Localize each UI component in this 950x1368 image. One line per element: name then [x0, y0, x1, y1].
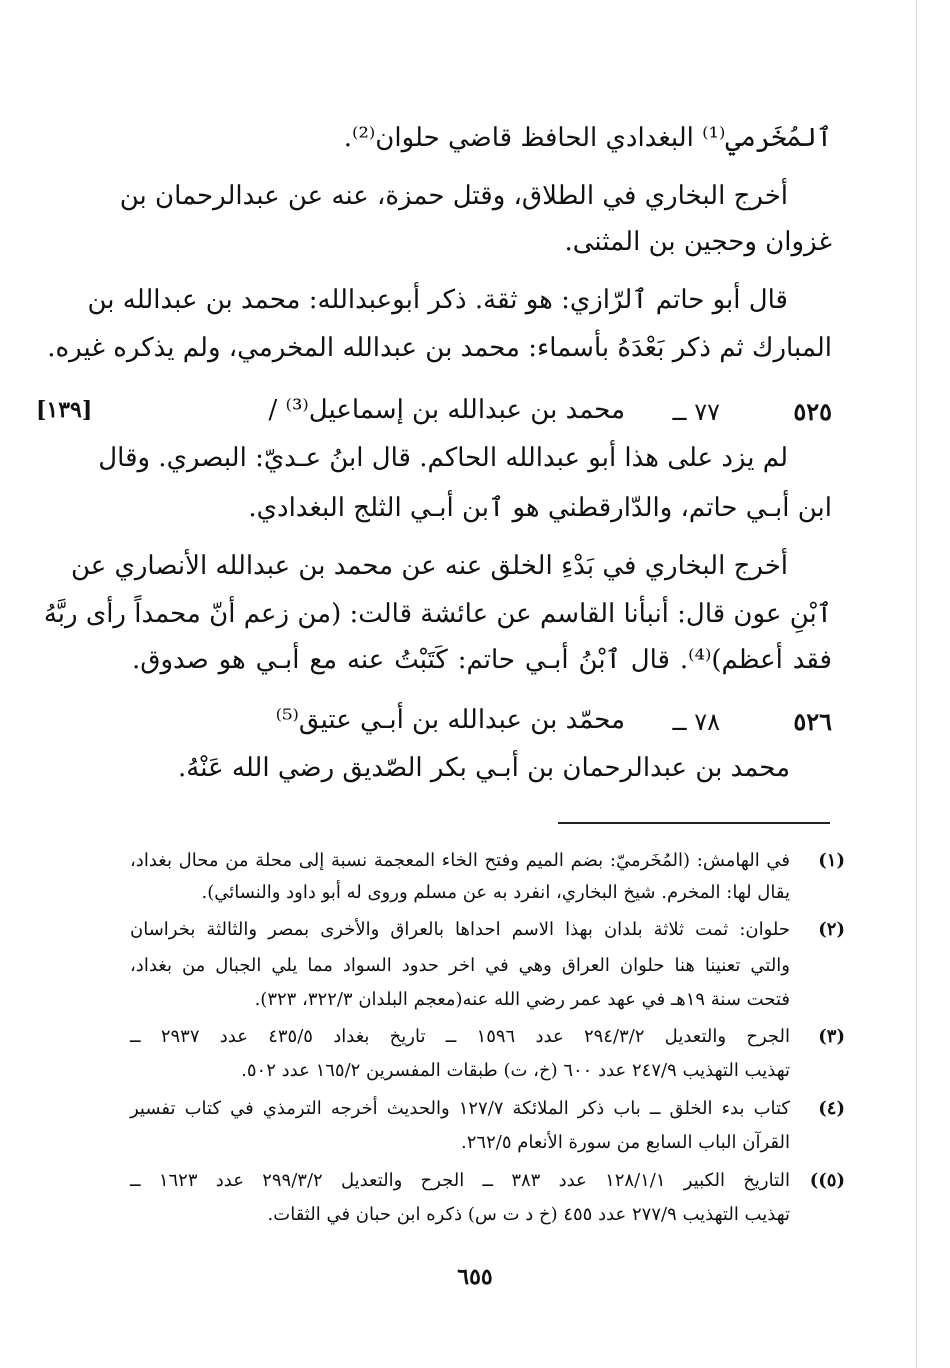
text-line: غزوان وحجين بن المثنى. [564, 227, 832, 257]
footnote-line: في الهامش: (المُخَرميّ: بضم الميم وفتح الخاء المعجمة نسبة إلى محلة من محال بغداد، [130, 850, 790, 871]
footnote-line: فتحت سنة ١٩هـ في عهد عمر رضي الله عنه(معجم البلدان ٣٢٢/٣، ٣٢٣). [254, 989, 790, 1010]
footnote-marker: (٣) [818, 1026, 845, 1047]
entry-sequence: ٧٨ ــ [672, 708, 720, 736]
footnote-line: تهذيب التهذيب ٢٤٧/٩ عدد ٦٠٠ (خ، ت) طبقات المفسرين ١٦٥/٢ عدد ٥٠٢. [241, 1060, 790, 1081]
entry-number: ٥٢٥ [793, 397, 832, 426]
footnote-line: يقال لها: المخرم. شيخ البخاري، انفرد به عن مسلم وروى له أبو داود والنسائي). [201, 882, 790, 903]
text-line: المبارك ثم ذكر بَعْدَهُ بأسماء: محمد بن عبدالله المخرمي، ولم يذكره غيره. [47, 333, 832, 363]
text-line: أخرج البخاري في بَدْءِ الخلق عنه عن محمد بن عبدالله الأنصاري عن [70, 551, 788, 581]
footnote-line: الجرح والتعديل ٢٩٤/٣/٢ عدد ١٥٩٦ ــ تاريخ بغداد ٤٣٥/٥ عدد ٢٩٣٧ ــ [130, 1026, 790, 1047]
text-line: فقد أعظم)⁽⁴⁾. قال ٱبْنُ أبـي حاتم: كَتَبْتُ عنه مع أبـي هو صدوق. [132, 645, 832, 675]
footnote-line: تهذيب التهذيب ٢٧٧/٩ عدد ٤٥٥ (خ د ت س) ذكره ابن حبان في الثقات. [267, 1204, 790, 1225]
page-edge-line [916, 0, 917, 1368]
text-line: قال أبو حاتم ٱلرّازي: هو ثقة. ذكر أبوعبدالله: محمد بن عبدالله بن [87, 285, 788, 315]
footnote-marker: (٤) [818, 1098, 845, 1119]
footnote-line: حلوان: ثمت ثلاثة بلدان بهذا الاسم احداها بالعراق والأخرى بمصر والثالثة بخراسان [130, 919, 790, 940]
entry-title: محمّد بن عبدالله بن أبـي عتيق⁽⁵⁾ [275, 705, 625, 735]
text-line: ابن أبـي حاتم، والدّارقطني هو ٱبن أبـي الثلج البغدادي. [248, 493, 832, 523]
entry-sequence: ٧٧ ــ [672, 398, 720, 426]
entry-title: محمد بن عبدالله بن إسماعيل⁽³⁾ / [268, 395, 625, 425]
text-line: محمد بن عبدالرحمان بن أبـي بكر الصّديق رضي الله عَنْهُ. [178, 753, 790, 783]
footnote-marker: (١) [818, 850, 845, 871]
footnote-line: القرآن الباب السابع من سورة الأنعام ٢٦٢/٥. [461, 1132, 790, 1153]
footnote-line: والتي تعنينا هنا حلوان العراق وهي في اخر حدود السواد مما يلي الجبال من بغداد، [130, 955, 790, 976]
text-line: ٱلمُخَرمي⁽¹⁾ البغدادي الحافظ قاضي حلوان⁽²⁾. [343, 123, 832, 153]
footnote-line: التاريخ الكبير ١٢٨/١/١ عدد ٣٨٣ ــ الجرح والتعديل ٢٩٩/٣/٢ عدد ١٦٢٣ ــ [130, 1170, 790, 1191]
footnote-line: كتاب بدء الخلق ــ باب ذكر الملائكة ١٢٧/٧ والحديث أخرجه الترمذي في كتاب تفسير [130, 1098, 790, 1119]
text-line: ٱبْنِ عون قال: أنبأنا القاسم عن عائشة قالت: (من زعم أنّ محمداً رأى ربَّهُ [43, 599, 832, 629]
footnote-separator [558, 822, 830, 824]
footnote-marker: (٥)) [809, 1170, 845, 1191]
entry-number: ٥٢٦ [793, 707, 832, 736]
footnote-marker: (٢) [818, 919, 845, 940]
text-line: لم يزد على هذا أبو عبدالله الحاكم. قال ابنُ عـديّ: البصري. وقال [98, 443, 788, 473]
margin-reference: [١٣٩] [36, 397, 93, 423]
page-number: ٦٥٥ [457, 1264, 493, 1290]
text-line: أخرج البخاري في الطلاق، وقتل حمزة، عنه عن عبدالرحمان بن [119, 181, 788, 211]
